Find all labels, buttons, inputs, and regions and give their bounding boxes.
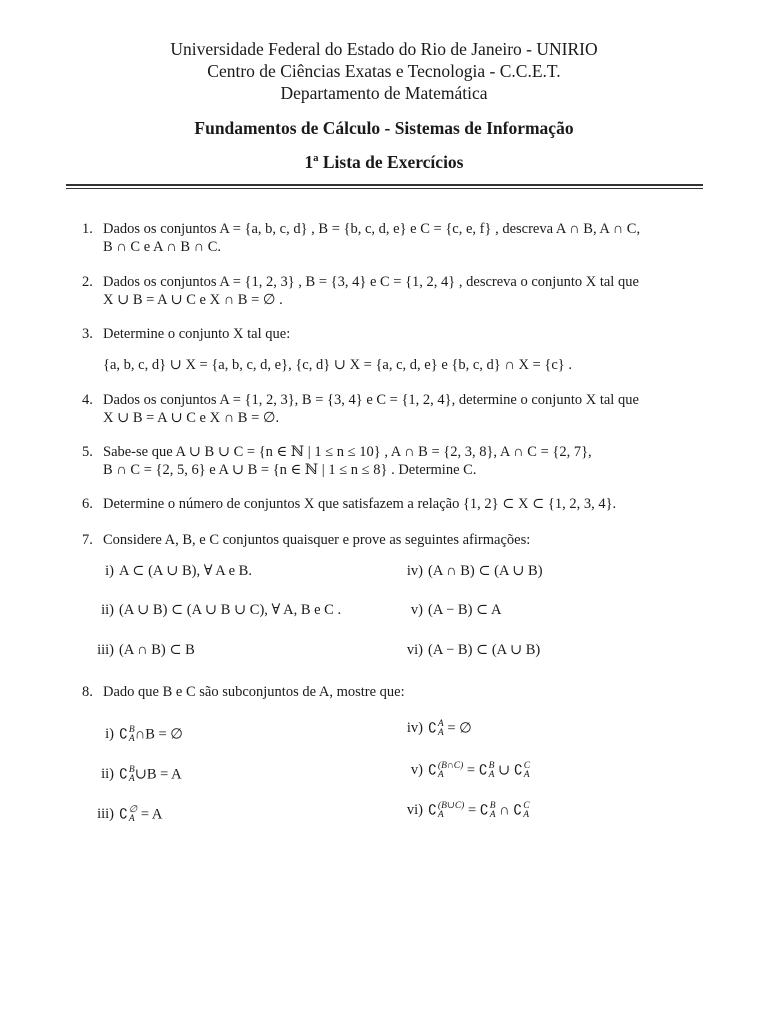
exercise-8 bbox=[82, 683, 707, 701]
item-text: (A − B) ⊂ A bbox=[428, 602, 502, 618]
item-text: A ⊂ (A ∪ B), ∀ A e B. bbox=[119, 563, 252, 579]
exercise-2 bbox=[82, 273, 707, 309]
item-text: (A ∩ B) ⊂ B bbox=[119, 642, 195, 658]
item-text: ∪B = A bbox=[134, 766, 182, 783]
exercise-text-line: Dados os conjuntos A = {1, 2, 3} , B = {3, 4} e C = {1, 2, 4} , descreva o conjunto X tal que bbox=[103, 274, 639, 290]
superscript: C bbox=[523, 761, 531, 771]
exercise-8-item-iii bbox=[78, 806, 162, 824]
title-rule-thin bbox=[66, 188, 703, 189]
superscript: B bbox=[128, 765, 135, 775]
exercise-number: 3. bbox=[82, 326, 93, 342]
item-text: = A bbox=[137, 806, 163, 823]
subscript: A bbox=[437, 810, 444, 820]
center-name: Centro de Ciências Exatas e Tecnologia - C.C.E.T. bbox=[207, 61, 561, 81]
superscript: C bbox=[523, 801, 530, 811]
exercise-7-item-v bbox=[387, 602, 502, 619]
complement-symbol: ∁ bbox=[513, 762, 523, 779]
exercise-text-line: Dado que B e C são subconjuntos de A, mostre que: bbox=[103, 684, 405, 700]
department-name: Departamento de Matemática bbox=[280, 83, 488, 103]
exercise-6 bbox=[82, 495, 707, 513]
exercise-4 bbox=[82, 391, 707, 427]
course-title: Fundamentos de Cálculo - Sistemas de Informação bbox=[194, 118, 574, 138]
exercise-3 bbox=[82, 325, 707, 343]
exercise-text-line: Determine o número de conjuntos X que satisfazem a relação {1, 2} ⊂ X ⊂ {1, 2, 3, 4}. bbox=[103, 496, 617, 512]
item-text: ∩B = ∅ bbox=[134, 726, 183, 743]
item-label: i) bbox=[105, 563, 114, 579]
item-label: vi) bbox=[406, 802, 423, 819]
exercise-text-line: B ∩ C e A ∩ B ∩ C. bbox=[103, 239, 222, 255]
exercise-8-item-v bbox=[387, 762, 530, 780]
complement-symbol: ∁ bbox=[428, 720, 437, 737]
exercise-8-item-i bbox=[78, 726, 183, 744]
exercise-text-line: Determine o conjunto X tal que: bbox=[103, 326, 291, 342]
complement-symbol: ∁ bbox=[513, 802, 523, 819]
exercise-8-item-iv bbox=[387, 720, 472, 738]
superscript: (B∩C) bbox=[437, 761, 464, 771]
exercise-number: 8. bbox=[82, 684, 93, 700]
item-label: iii) bbox=[97, 806, 114, 823]
item-text: = ∅ bbox=[443, 720, 472, 737]
university-name: Universidade Federal do Estado do Rio de Janeiro - UNIRIO bbox=[170, 39, 598, 59]
subscript: A bbox=[128, 734, 135, 744]
superscript: B bbox=[488, 761, 495, 771]
exercise-number: 1. bbox=[82, 221, 93, 237]
exercise-7-item-i bbox=[78, 563, 252, 580]
exercise-7-item-ii bbox=[78, 602, 341, 619]
superscript: ∅ bbox=[128, 805, 138, 815]
item-label: iv) bbox=[406, 720, 423, 737]
title-rule-thick bbox=[66, 184, 703, 186]
exercise-7-item-iv bbox=[387, 563, 543, 580]
item-label: iv) bbox=[406, 563, 423, 579]
equals-sign: = bbox=[464, 802, 480, 819]
exercise-5 bbox=[82, 443, 707, 479]
exercise-8-item-ii bbox=[78, 766, 182, 784]
union-operator: ∪ bbox=[494, 762, 514, 779]
item-text: (A ∩ B) ⊂ (A ∪ B) bbox=[428, 563, 543, 579]
subscript: A bbox=[437, 728, 444, 738]
item-text: (A − B) ⊂ (A ∪ B) bbox=[428, 642, 541, 658]
exercise-number: 4. bbox=[82, 392, 93, 408]
exercise-number: 7. bbox=[82, 532, 93, 548]
equals-sign: = bbox=[463, 762, 479, 779]
complement-symbol: ∁ bbox=[119, 806, 128, 823]
complement-symbol: ∁ bbox=[119, 766, 128, 783]
item-label: v) bbox=[410, 762, 423, 779]
complement-symbol: ∁ bbox=[428, 762, 437, 779]
complement-symbol: ∁ bbox=[479, 802, 489, 819]
item-label: v) bbox=[410, 602, 423, 618]
exercise-7-item-iii bbox=[78, 642, 195, 659]
exercise-text-line: Considere A, B, e C conjuntos quaisquer e prove as seguintes afirmações: bbox=[103, 532, 531, 548]
item-label: vi) bbox=[406, 642, 423, 658]
exercise-text-line: X ∪ B = A ∪ C e X ∩ B = ∅ . bbox=[103, 292, 283, 308]
item-label: i) bbox=[105, 726, 114, 743]
exercise-text-line: Sabe-se que A ∪ B ∪ C = {n ∈ ℕ | 1 ≤ n ≤ 10} , A ∩ B = {2, 3, 8}, A ∩ C = {2, 7}, bbox=[103, 444, 592, 460]
exercise-text-line: Dados os conjuntos A = {a, b, c, d} , B = {b, c, d, e} e C = {c, e, f} , descreva A ∩ B, A ∩ C, bbox=[103, 221, 641, 237]
exercise-text-line: B ∩ C = {2, 5, 6} e A ∪ B = {n ∈ ℕ | 1 ≤ n ≤ 8} . Determine C. bbox=[103, 462, 477, 478]
superscript: B bbox=[489, 801, 496, 811]
exercise-8-item-vi bbox=[387, 802, 530, 820]
subscript: A bbox=[489, 810, 496, 820]
exercise-number: 2. bbox=[82, 274, 93, 290]
institution-header bbox=[0, 38, 768, 104]
exercise-number: 5. bbox=[82, 444, 93, 460]
exercise-1 bbox=[82, 220, 707, 256]
exercise-7 bbox=[82, 531, 707, 549]
superscript: B bbox=[128, 725, 135, 735]
exercise-7-item-vi bbox=[387, 642, 540, 659]
exercise-number: 6. bbox=[82, 496, 93, 512]
item-label: iii) bbox=[97, 642, 114, 658]
subscript: A bbox=[523, 810, 529, 820]
exercise-3-equations: {a, b, c, d} ∪ X = {a, b, c, d, e}, {c, d} ∪ X = {a, c, d, e} e {b, c, d} ∩ X = {c} . bbox=[103, 357, 572, 373]
subscript: A bbox=[523, 770, 530, 780]
exercise-text-line: Dados os conjuntos A = {1, 2, 3}, B = {3, 4} e C = {1, 2, 4}, determine o conjunto X tal que bbox=[103, 392, 639, 408]
list-title: 1ª Lista de Exercícios bbox=[304, 152, 464, 172]
item-label: ii) bbox=[101, 766, 114, 783]
superscript: A bbox=[437, 719, 444, 729]
complement-symbol: ∁ bbox=[119, 726, 128, 743]
subscript: A bbox=[488, 770, 495, 780]
subscript: A bbox=[437, 770, 444, 780]
item-text: (A ∪ B) ⊂ (A ∪ B ∪ C), ∀ A, B e C . bbox=[119, 602, 342, 618]
superscript: (B∪C) bbox=[437, 801, 465, 811]
complement-symbol: ∁ bbox=[428, 802, 437, 819]
exercise-text-line: X ∪ B = A ∪ C e X ∩ B = ∅. bbox=[103, 410, 280, 426]
complement-symbol: ∁ bbox=[478, 762, 488, 779]
intersection-operator: ∩ bbox=[495, 802, 514, 819]
subscript: A bbox=[128, 814, 135, 824]
item-label: ii) bbox=[101, 602, 114, 618]
subscript: A bbox=[128, 774, 135, 784]
